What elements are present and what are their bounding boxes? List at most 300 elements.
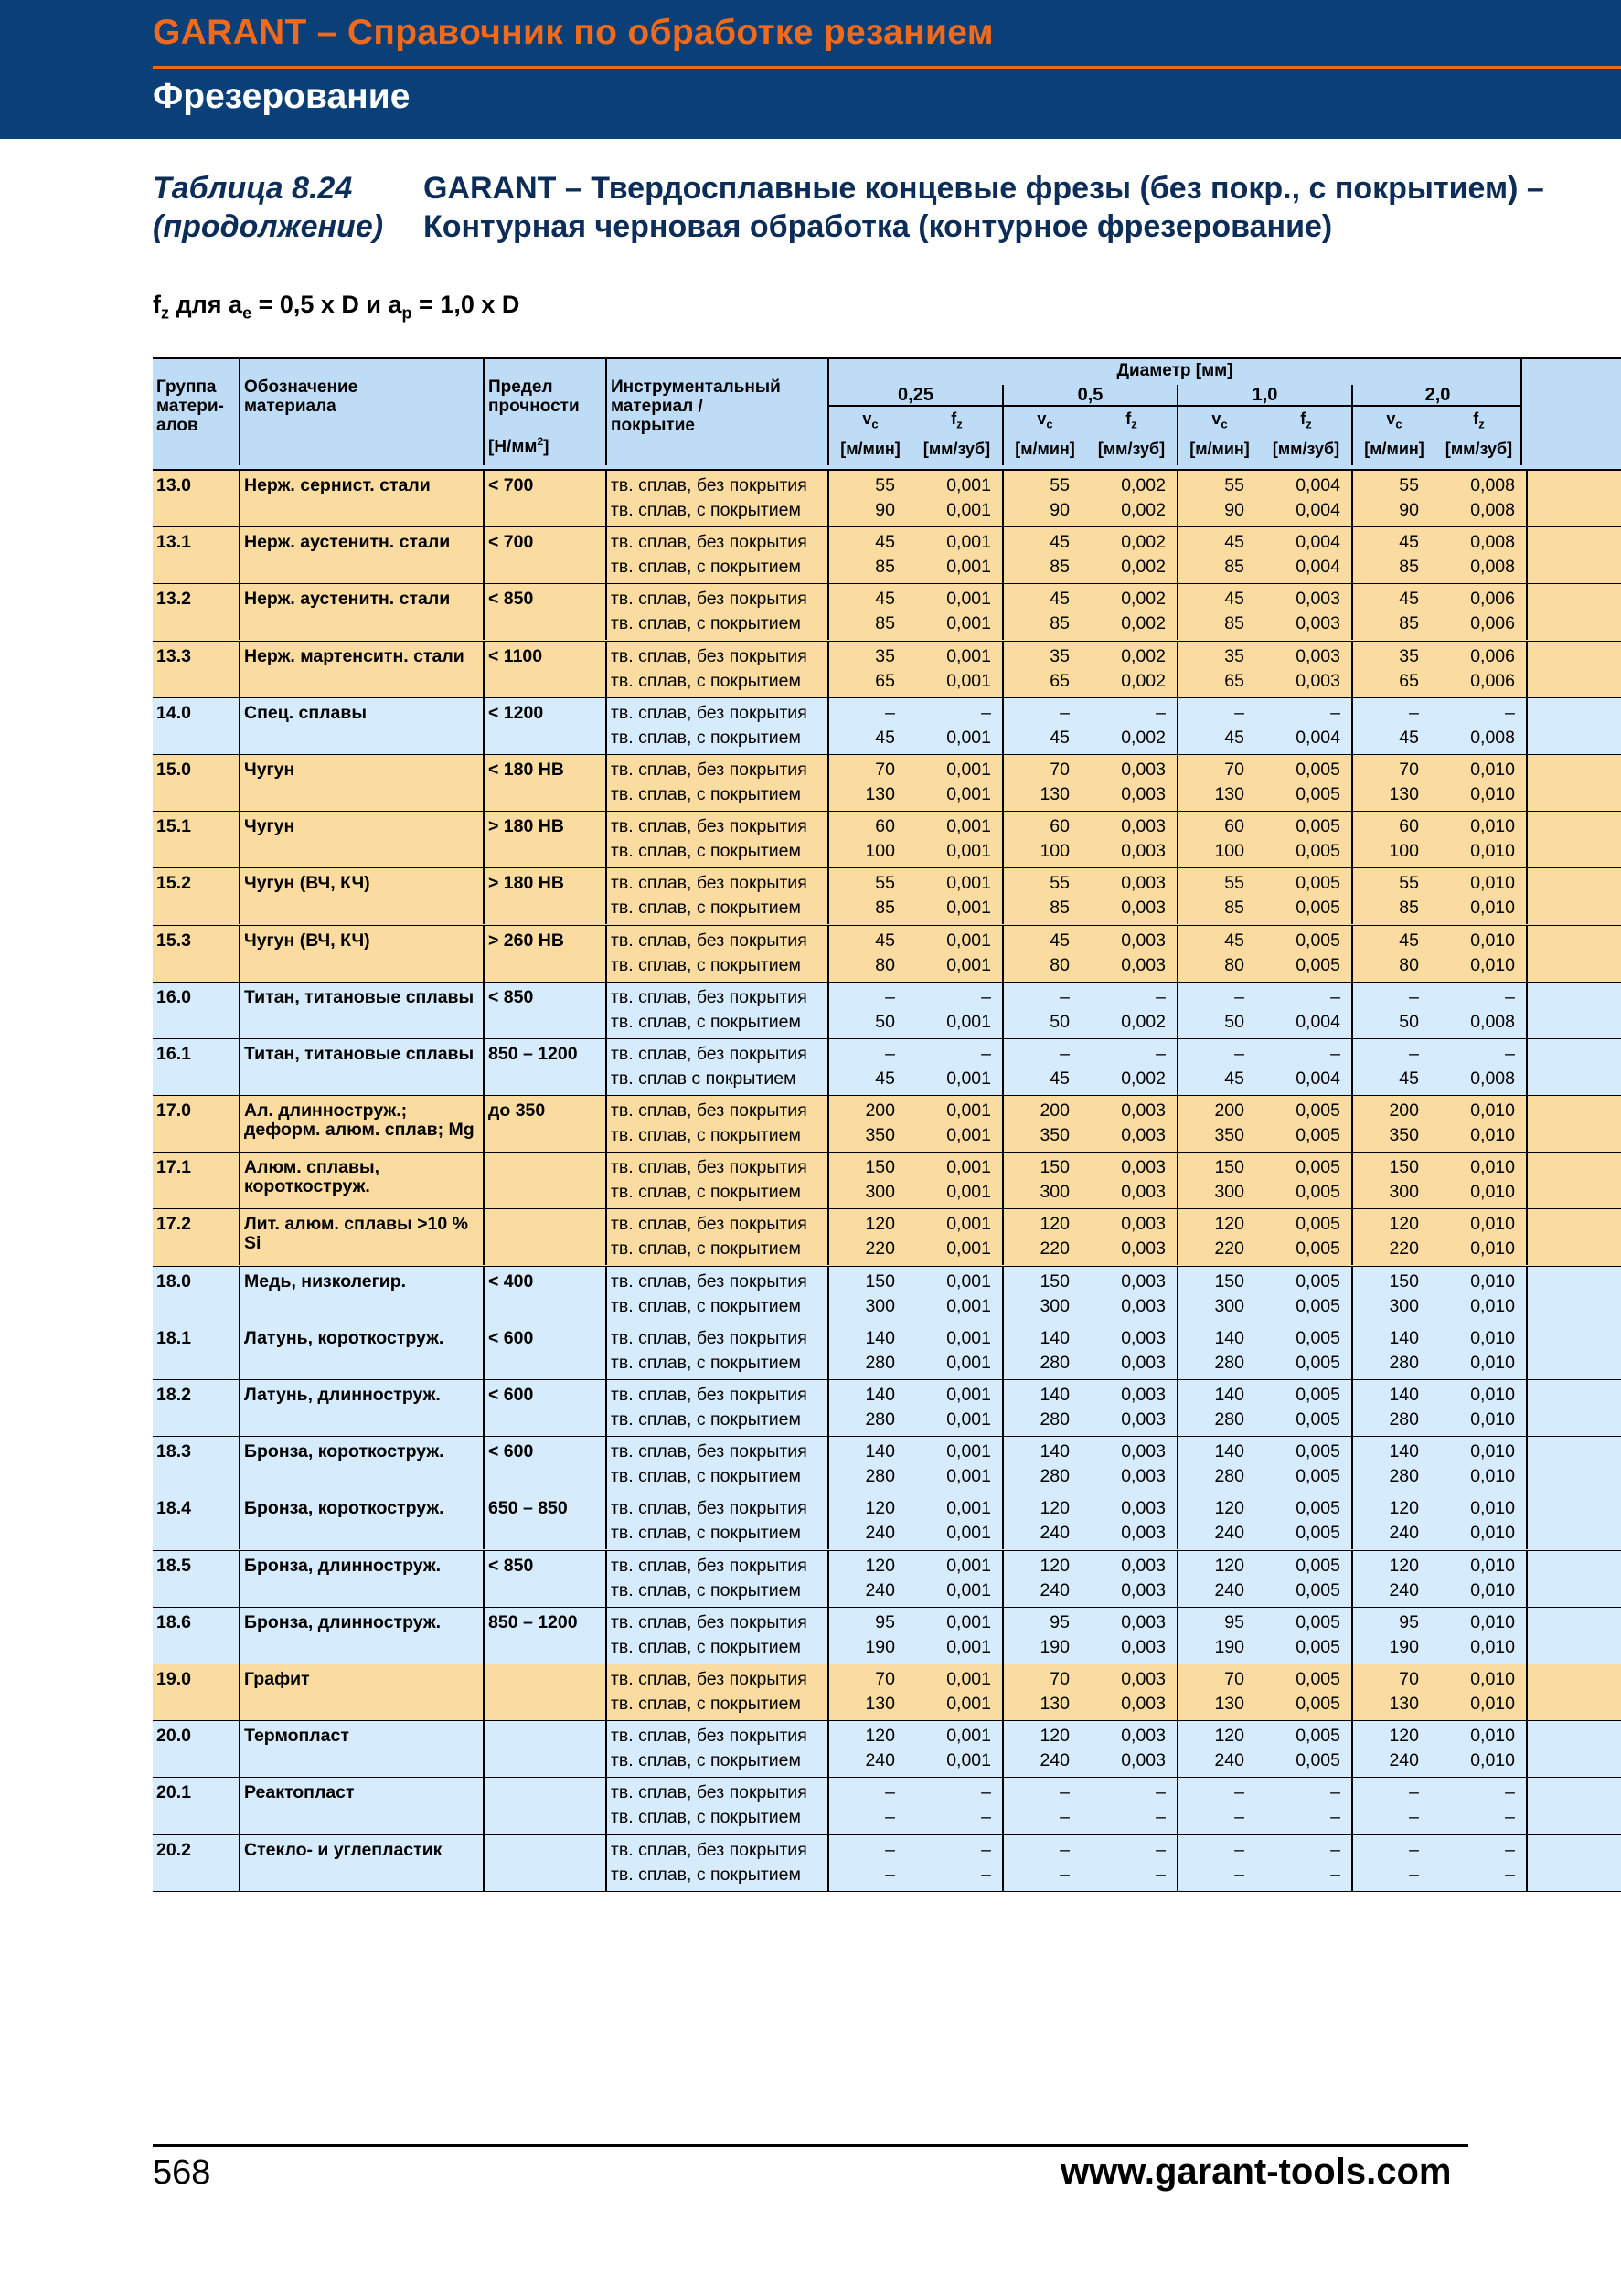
website-url: www.garant-tools.com xyxy=(1061,2152,1452,2192)
ap-subscript: p xyxy=(401,303,412,323)
material-group: 16.1 xyxy=(153,1039,240,1095)
table-row xyxy=(153,1835,1621,1892)
feed-per-tooth: 0,001 0,001 xyxy=(912,1493,1004,1549)
tensile-strength: < 180 HB xyxy=(485,755,607,811)
cutting-speed: 45 80 xyxy=(1050,930,1070,975)
row-end xyxy=(1528,1209,1621,1265)
cutting-speed: 150 300 xyxy=(865,1157,895,1203)
material-group: 13.2 xyxy=(153,584,240,640)
feed-per-tooth: 0,005 0,005 xyxy=(1261,868,1353,924)
cutting-speed: 55 85 xyxy=(1224,873,1244,919)
cutting-speed: – – xyxy=(1234,1839,1244,1885)
feed-per-tooth: 0,003 0,003 xyxy=(1086,812,1178,867)
cutting-speed: 150 300 xyxy=(1389,1270,1419,1316)
cutting-speed: 45 85 xyxy=(1399,589,1419,634)
feed-per-tooth: 0,003 0,003 xyxy=(1086,1323,1178,1379)
unit-fz: $f_z$ [мм/зуб] xyxy=(1261,407,1353,465)
cutting-speed: 200 350 xyxy=(1040,1100,1070,1146)
row-end xyxy=(1528,1551,1621,1607)
cutting-speed: – – xyxy=(1409,1782,1419,1828)
feed-per-tooth: – 0,002 xyxy=(1086,1039,1178,1095)
cutting-speed: 45 85 xyxy=(875,589,895,634)
material-name: Нерж. аустенитн. стали xyxy=(240,584,485,640)
cutting-speed: – – xyxy=(1060,1839,1070,1885)
cutting-speed: – 50 xyxy=(1399,986,1419,1032)
unit-vc: $v_c$ [м/мин] xyxy=(840,409,901,458)
cutting-speed: 45 80 xyxy=(1399,930,1419,975)
row-end xyxy=(1528,926,1621,982)
cutting-speed: – 45 xyxy=(875,702,895,748)
cutting-speed: 120 240 xyxy=(1040,1555,1070,1600)
cutting-speed: – 45 xyxy=(1224,1043,1244,1089)
feed-per-tooth: 0,010 0,010 xyxy=(1435,1153,1528,1208)
ae-text: для a xyxy=(169,291,243,318)
feed-per-tooth: 0,003 0,003 xyxy=(1086,1153,1178,1208)
ap-text: = 0,5 x D и a xyxy=(251,291,402,318)
table-row xyxy=(153,1551,1621,1608)
cutting-speed: 45 80 xyxy=(875,930,895,975)
unit-fz: $f_z$ [мм/зуб] xyxy=(1086,407,1178,465)
cutting-speed: 120 220 xyxy=(865,1214,895,1260)
table-row xyxy=(153,642,1621,698)
feed-per-tooth: 0,001 0,001 xyxy=(912,926,1004,982)
cutting-speed: 150 300 xyxy=(1214,1157,1244,1203)
material-name: Чугун (ВЧ, КЧ) xyxy=(240,868,485,924)
feed-per-tooth: 0,006 0,006 xyxy=(1435,642,1528,697)
material-group: 15.2 xyxy=(153,868,240,924)
tool-material: тв. сплав, без покрытия тв. сплав, с покрытием xyxy=(607,755,829,811)
material-name: Термопласт xyxy=(240,1721,485,1777)
diameter-value: 0,5 xyxy=(1004,385,1178,405)
cutting-speed: 140 280 xyxy=(1040,1441,1070,1487)
tensile-strength xyxy=(485,1835,607,1891)
feed-per-tooth: – 0,002 xyxy=(1086,983,1178,1038)
cutting-speed: – 45 xyxy=(1399,1043,1419,1089)
feed-per-tooth: 0,003 0,003 xyxy=(1086,1096,1178,1152)
cutting-speed: 140 280 xyxy=(865,1327,895,1373)
table-row xyxy=(153,698,1621,755)
tensile-strength: < 400 xyxy=(485,1267,607,1323)
table-number-line1: Таблица 8.24 xyxy=(153,171,353,206)
tool-material: тв. сплав, без покрытия тв. сплав, с покрытием xyxy=(607,1096,829,1152)
header-material xyxy=(240,359,485,465)
feed-per-tooth: 0,001 0,001 xyxy=(912,1380,1004,1436)
cutting-speed: 120 220 xyxy=(1040,1214,1070,1260)
unit-vc: $v_c$ [м/мин] xyxy=(1364,409,1424,458)
feed-per-tooth: 0,010 0,010 xyxy=(1435,1380,1528,1436)
footer-rule xyxy=(153,2144,1468,2147)
feed-per-tooth: 0,001 0,001 xyxy=(912,755,1004,811)
row-end xyxy=(1528,983,1621,1038)
ap-value: = 1,0 x D xyxy=(411,291,520,318)
table-row xyxy=(153,471,1621,527)
feed-per-tooth: – – xyxy=(912,1778,1004,1834)
unit-end: ] xyxy=(543,437,549,457)
cutting-speed: 200 350 xyxy=(1214,1100,1244,1146)
cutting-speed: 70 130 xyxy=(1040,759,1070,804)
feed-per-tooth: – – xyxy=(1086,1835,1178,1891)
tool-material: тв. сплав, без покрытия тв. сплав с покрытием xyxy=(607,1039,829,1095)
table-row xyxy=(153,1721,1621,1778)
cutting-speed: 95 190 xyxy=(865,1611,895,1657)
header-strength-line: прочности xyxy=(488,397,580,416)
material-name: Лит. алюм. сплавы >10 % Si xyxy=(240,1209,485,1265)
tool-material: тв. сплав, без покрытия тв. сплав, с покрытием xyxy=(607,1664,829,1720)
feed-per-tooth: – – xyxy=(1086,1778,1178,1834)
material-name: Чугун xyxy=(240,755,485,811)
header-strength xyxy=(485,359,607,465)
cutting-speed: 140 280 xyxy=(865,1385,895,1430)
header-units xyxy=(829,407,1522,465)
tensile-strength: < 850 xyxy=(485,983,607,1038)
table-row xyxy=(153,983,1621,1039)
row-end xyxy=(1528,1267,1621,1323)
material-group: 15.1 xyxy=(153,812,240,867)
material-group: 18.3 xyxy=(153,1437,240,1493)
table-title xyxy=(423,169,1544,246)
feed-per-tooth: 0,005 0,005 xyxy=(1261,1096,1353,1152)
cutting-speed: 35 65 xyxy=(875,645,895,691)
table-row xyxy=(153,527,1621,584)
cutting-speed: 60 100 xyxy=(1214,816,1244,862)
feed-per-tooth: 0,003 0,003 xyxy=(1086,1380,1178,1436)
tool-material: тв. сплав, без покрытия тв. сплав, с покрытием xyxy=(607,527,829,583)
cutting-speed: 45 85 xyxy=(1399,532,1419,578)
unit-fz: $f_z$ [мм/зуб] xyxy=(912,407,1004,465)
cutting-speed: 55 90 xyxy=(875,475,895,520)
tensile-strength: > 180 HB xyxy=(485,812,607,867)
feed-per-tooth: 0,005 0,005 xyxy=(1261,1493,1353,1549)
fz-subscript: z xyxy=(161,303,169,323)
tool-material: тв. сплав, без покрытия тв. сплав, с покрытием xyxy=(607,642,829,697)
feed-per-tooth: 0,003 0,003 xyxy=(1086,1209,1178,1265)
cutting-speed: – – xyxy=(1234,1782,1244,1828)
feed-per-tooth: 0,003 0,003 xyxy=(1086,1608,1178,1664)
material-name: Титан, титановые сплавы xyxy=(240,1039,485,1095)
unit-sup: 2 xyxy=(537,435,544,448)
row-end xyxy=(1528,1153,1621,1208)
cutting-speed: 70 130 xyxy=(1389,1668,1419,1714)
cutting-speed: 120 240 xyxy=(1389,1726,1419,1771)
feed-per-tooth: – – xyxy=(1435,1835,1528,1891)
row-end xyxy=(1528,642,1621,697)
header-group-line: Группа xyxy=(156,377,217,397)
cutting-speed: – – xyxy=(885,1782,895,1828)
material-name: Нерж. мартенситн. стали xyxy=(240,642,485,697)
tensile-strength: > 260 HB xyxy=(485,926,607,982)
feed-per-tooth: – 0,008 xyxy=(1435,698,1528,754)
cutting-speed: 70 130 xyxy=(865,1668,895,1714)
feed-per-tooth: 0,005 0,005 xyxy=(1261,926,1353,982)
material-group: 13.0 xyxy=(153,471,240,526)
table-title-line2: Контурная черновая обработка (контурное фрезерование) xyxy=(423,209,1333,244)
tool-material: тв. сплав, без покрытия тв. сплав, с покрытием xyxy=(607,1551,829,1607)
tool-material: тв. сплав, без покрытия тв. сплав, с покрытием xyxy=(607,1267,829,1323)
feed-per-tooth: 0,001 0,001 xyxy=(912,471,1004,526)
cutting-speed: 120 240 xyxy=(865,1555,895,1600)
feed-per-tooth: 0,001 0,001 xyxy=(912,1209,1004,1265)
cutting-speed: 45 85 xyxy=(1224,532,1244,578)
book-title: GARANT – Справочник по обработке резанием xyxy=(153,13,994,52)
cutting-speed: 35 65 xyxy=(1224,645,1244,691)
feed-per-tooth: 0,002 0,002 xyxy=(1086,471,1178,526)
material-group: 15.0 xyxy=(153,755,240,811)
tool-material: тв. сплав, без покрытия тв. сплав, с покрытием xyxy=(607,471,829,526)
feed-per-tooth: – 0,001 xyxy=(912,983,1004,1038)
feed-per-tooth: 0,010 0,010 xyxy=(1435,1608,1528,1664)
feed-per-tooth: 0,003 0,003 xyxy=(1086,1721,1178,1777)
cutting-speed: 70 130 xyxy=(1214,1668,1244,1714)
cutting-speed: 45 85 xyxy=(1050,589,1070,634)
tool-material: тв. сплав, без покрытия тв. сплав, с покрытием xyxy=(607,1608,829,1664)
feed-per-tooth: 0,001 0,001 xyxy=(912,1437,1004,1493)
row-end xyxy=(1528,1778,1621,1834)
material-group: 18.2 xyxy=(153,1380,240,1436)
feed-per-tooth: – 0,008 xyxy=(1435,983,1528,1038)
feed-per-tooth: 0,005 0,005 xyxy=(1261,1380,1353,1436)
cutting-speed: 55 90 xyxy=(1399,475,1419,520)
feed-per-tooth: 0,010 0,010 xyxy=(1435,1267,1528,1323)
feed-per-tooth: 0,003 0,003 xyxy=(1086,1493,1178,1549)
feed-per-tooth: 0,001 0,001 xyxy=(912,1551,1004,1607)
unit-vc: $v_c$ [м/мин] xyxy=(1015,409,1075,458)
feed-per-tooth: 0,010 0,010 xyxy=(1435,755,1528,811)
feed-per-tooth: – 0,002 xyxy=(1086,698,1178,754)
unit-fz: $f_z$ [мм/зуб] xyxy=(1445,409,1513,458)
cutting-speed: 45 85 xyxy=(875,532,895,578)
material-group: 17.2 xyxy=(153,1209,240,1265)
header-strength-unit xyxy=(488,432,602,456)
header-tool-material xyxy=(607,359,829,465)
cutting-speed: – 45 xyxy=(1224,702,1244,748)
feed-per-tooth: – 0,001 xyxy=(912,698,1004,754)
cutting-speed: 140 280 xyxy=(1214,1441,1244,1487)
tool-material: тв. сплав, без покрытия тв. сплав, с покрытием xyxy=(607,926,829,982)
table-row xyxy=(153,1096,1621,1153)
feed-per-tooth: 0,005 0,005 xyxy=(1261,1267,1353,1323)
cutting-speed: 70 130 xyxy=(1040,1668,1070,1714)
cutting-speed: 60 100 xyxy=(1389,816,1419,862)
material-group: 20.0 xyxy=(153,1721,240,1777)
page-header-bar xyxy=(0,0,1621,139)
feed-per-tooth: 0,005 0,005 xyxy=(1261,1437,1353,1493)
cutting-speed: 35 65 xyxy=(1399,645,1419,691)
tensile-strength: 850 – 1200 xyxy=(485,1608,607,1664)
cutting-speed: – 50 xyxy=(875,986,895,1032)
tool-material: тв. сплав, без покрытия тв. сплав, с покрытием xyxy=(607,1323,829,1379)
table-row xyxy=(153,812,1621,868)
tensile-strength xyxy=(485,1778,607,1834)
cutting-speed: 70 130 xyxy=(1214,759,1244,804)
feed-per-tooth: 0,002 0,002 xyxy=(1086,584,1178,640)
feed-per-tooth: 0,001 0,001 xyxy=(912,1721,1004,1777)
cutting-speed: 150 300 xyxy=(1214,1270,1244,1316)
feed-per-tooth: 0,005 0,005 xyxy=(1261,755,1353,811)
tensile-strength: < 600 xyxy=(485,1380,607,1436)
material-group: 17.0 xyxy=(153,1096,240,1152)
table-title-line1: GARANT – Твердосплавные концевые фрезы (без покр., с покрытием) – xyxy=(423,171,1544,206)
cutting-speed: 120 240 xyxy=(1389,1498,1419,1544)
feed-per-tooth: 0,005 0,005 xyxy=(1261,1551,1353,1607)
row-end xyxy=(1528,1039,1621,1095)
cutting-speed: 35 65 xyxy=(1050,645,1070,691)
tensile-strength xyxy=(485,1153,607,1208)
header-divider xyxy=(153,66,1621,69)
table-row xyxy=(153,1039,1621,1096)
feed-per-tooth: 0,001 0,001 xyxy=(912,527,1004,583)
material-name: Спец. сплавы xyxy=(240,698,485,754)
cutting-speed: 150 300 xyxy=(1040,1270,1070,1316)
cutting-speed: 45 85 xyxy=(1050,532,1070,578)
feed-per-tooth: – – xyxy=(1435,1778,1528,1834)
feed-per-tooth: 0,005 0,005 xyxy=(1261,1721,1353,1777)
table-row xyxy=(153,1209,1621,1266)
tensile-strength: < 1100 xyxy=(485,642,607,697)
header-group xyxy=(153,359,240,465)
table-row xyxy=(153,926,1621,983)
cutting-speed: 120 240 xyxy=(1040,1498,1070,1544)
table-row xyxy=(153,1778,1621,1834)
cutting-speed: 95 190 xyxy=(1214,1611,1244,1657)
tensile-strength: < 850 xyxy=(485,1551,607,1607)
cutting-speed: 55 85 xyxy=(1399,873,1419,919)
tensile-strength: 850 – 1200 xyxy=(485,1039,607,1095)
fz-symbol: f xyxy=(153,291,161,318)
feed-per-tooth: – – xyxy=(912,1835,1004,1891)
material-group: 18.5 xyxy=(153,1551,240,1607)
cutting-speed: – – xyxy=(1060,1782,1070,1828)
header-material-line: материала xyxy=(244,397,336,416)
cutting-speed: 140 280 xyxy=(1214,1327,1244,1373)
table-row xyxy=(153,755,1621,812)
cutting-speed: 140 280 xyxy=(1214,1385,1244,1430)
table-body xyxy=(153,471,1621,1892)
header-blank xyxy=(1522,359,1621,465)
row-end xyxy=(1528,1664,1621,1720)
feed-per-tooth: 0,001 0,001 xyxy=(912,1664,1004,1720)
tensile-strength xyxy=(485,1664,607,1720)
feed-per-tooth: 0,001 0,001 xyxy=(912,868,1004,924)
material-group: 18.0 xyxy=(153,1267,240,1323)
cutting-speed: 140 280 xyxy=(1389,1327,1419,1373)
feed-per-tooth: 0,003 0,003 xyxy=(1086,868,1178,924)
material-group: 20.1 xyxy=(153,1778,240,1834)
cutting-speed: 120 220 xyxy=(1214,1214,1244,1260)
cutting-speed: 150 300 xyxy=(865,1270,895,1316)
unit-vc: $v_c$ [м/мин] xyxy=(1189,409,1250,458)
feed-per-tooth: 0,004 0,004 xyxy=(1261,527,1353,583)
tensile-strength: < 600 xyxy=(485,1323,607,1379)
cutting-speed: – – xyxy=(1409,1839,1419,1885)
feed-per-tooth: 0,003 0,003 xyxy=(1261,642,1353,697)
table-row xyxy=(153,1437,1621,1493)
table-row xyxy=(153,868,1621,925)
cutting-speed: – 45 xyxy=(1050,1043,1070,1089)
diameter-value: 2,0 xyxy=(1424,385,1451,405)
material-name: Бронза, длинноструж. xyxy=(240,1608,485,1664)
table-row xyxy=(153,1664,1621,1721)
feed-per-tooth: 0,010 0,010 xyxy=(1435,926,1528,982)
table-row xyxy=(153,1153,1621,1209)
cutting-speed: 200 350 xyxy=(1389,1100,1419,1146)
feed-per-tooth: 0,010 0,010 xyxy=(1435,1096,1528,1152)
cutting-speed: 55 85 xyxy=(1050,873,1070,919)
feed-per-tooth: – – xyxy=(1261,1835,1353,1891)
feed-per-tooth: 0,010 0,010 xyxy=(1435,868,1528,924)
tensile-strength: < 700 xyxy=(485,471,607,526)
feed-per-tooth: 0,001 0,001 xyxy=(912,1323,1004,1379)
feed-per-tooth: 0,001 0,001 xyxy=(912,812,1004,867)
header-diameter-block xyxy=(829,359,1522,465)
cutting-speed: 70 130 xyxy=(865,759,895,804)
cutting-speed: 120 220 xyxy=(1389,1214,1419,1260)
feed-per-tooth: 0,005 0,005 xyxy=(1261,812,1353,867)
cutting-speed: 120 240 xyxy=(1389,1555,1419,1600)
material-name: Бронза, длинноструж. xyxy=(240,1551,485,1607)
row-end xyxy=(1528,812,1621,867)
tool-material: тв. сплав, без покрытия тв. сплав, с покрытием xyxy=(607,1835,829,1891)
tensile-strength: до 350 xyxy=(485,1096,607,1152)
tensile-strength: < 1200 xyxy=(485,698,607,754)
material-name: Титан, титановые сплавы xyxy=(240,983,485,1038)
header-tool-line: Инструментальный xyxy=(611,377,781,397)
tensile-strength: > 180 HB xyxy=(485,868,607,924)
table-row xyxy=(153,1267,1621,1323)
header-strength-line: Предел xyxy=(488,377,553,397)
cutting-speed: 140 280 xyxy=(1389,1441,1419,1487)
material-group: 20.2 xyxy=(153,1835,240,1891)
tool-material: тв. сплав, без покрытия тв. сплав, с покрытием xyxy=(607,1380,829,1436)
feed-per-tooth: 0,001 0,001 xyxy=(912,642,1004,697)
material-group: 13.1 xyxy=(153,527,240,583)
cutting-speed: 140 280 xyxy=(1040,1385,1070,1430)
page-number: 568 xyxy=(153,2153,211,2192)
cutting-speed: 55 90 xyxy=(1224,475,1244,520)
cutting-speed: 95 190 xyxy=(1389,1611,1419,1657)
cutting-speed: 120 240 xyxy=(1214,1498,1244,1544)
cutting-speed: – – xyxy=(885,1839,895,1885)
cutting-speed: – 50 xyxy=(1050,986,1070,1032)
feed-per-tooth: 0,001 0,001 xyxy=(912,1267,1004,1323)
header-diameter-title: Диаметр [мм] xyxy=(1116,361,1233,380)
cutting-data-table xyxy=(153,357,1621,1892)
material-name: Реактопласт xyxy=(240,1778,485,1834)
header-diameter-sizes xyxy=(829,385,1522,407)
feed-per-tooth: 0,010 0,010 xyxy=(1435,1437,1528,1493)
row-end xyxy=(1528,868,1621,924)
cutting-speed: 120 240 xyxy=(1214,1555,1244,1600)
feed-per-tooth: – 0,004 xyxy=(1261,1039,1353,1095)
row-end xyxy=(1528,1493,1621,1549)
material-name: Нерж. аустенитн. стали xyxy=(240,527,485,583)
table-number-line2: (продолжение) xyxy=(153,209,384,244)
cutting-speed: – 45 xyxy=(1399,702,1419,748)
cutting-speed: 120 240 xyxy=(865,1498,895,1544)
material-name: Алюм. сплавы, короткоструж. xyxy=(240,1153,485,1208)
cutting-speed: 140 280 xyxy=(1389,1385,1419,1430)
tool-material: тв. сплав, без покрытия тв. сплав, с покрытием xyxy=(607,1437,829,1493)
material-name: Бронза, короткоструж. xyxy=(240,1493,485,1549)
tool-material: тв. сплав, без покрытия тв. сплав, с покрытием xyxy=(607,983,829,1038)
row-end xyxy=(1528,698,1621,754)
row-end xyxy=(1528,1380,1621,1436)
tensile-strength: < 600 xyxy=(485,1437,607,1493)
cutting-speed: 140 280 xyxy=(1040,1327,1070,1373)
material-group: 17.1 xyxy=(153,1153,240,1208)
header-group-line: матери- xyxy=(156,397,224,416)
tool-material: тв. сплав, без покрытия тв. сплав, с покрытием xyxy=(607,812,829,867)
material-name: Чугун xyxy=(240,812,485,867)
